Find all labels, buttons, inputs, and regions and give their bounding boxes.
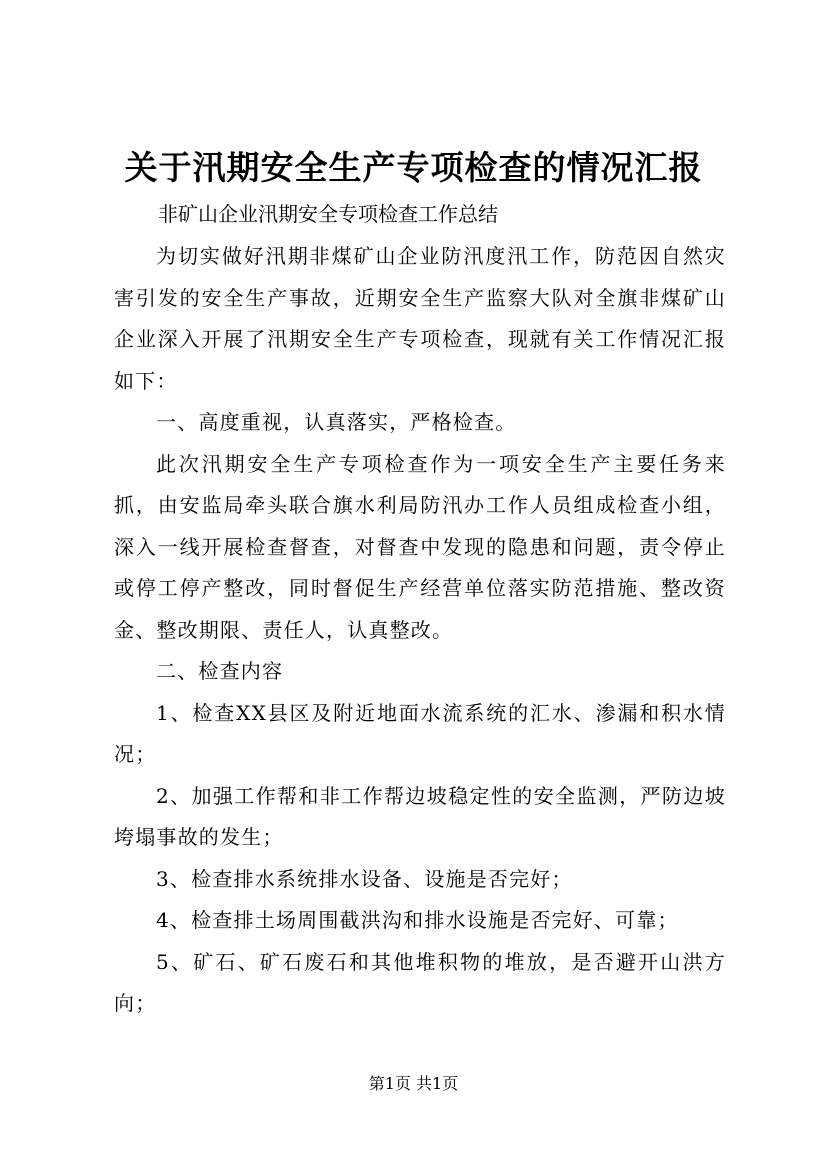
paragraph-intro: 为切实做好汛期非煤矿山企业防汛度汛工作，防范因自然灾害引发的安全生产事故，近期安全生产监察大队对全旗非煤矿山企业深入开展了汛期安全生产专项检查，现就有关工作情况汇报如下：: [114, 244, 726, 393]
page-number-footer: 第1页 共1页: [368, 1074, 459, 1093]
document-subtitle: 非矿山企业汛期安全专项检查工作总结: [158, 202, 498, 226]
section-heading-2: 二、检查内容: [156, 659, 284, 683]
list-item: 5、矿石、矿石废石和其他堆积物的堆放，是否避开山洪方向；: [114, 949, 726, 1015]
list-item: 1、检查XX县区及附近地面水流系统的汇水、渗漏和积水情况；: [114, 700, 726, 766]
list-item: 4、检查排土场周围截洪沟和排水设施是否完好、可靠；: [156, 908, 679, 932]
paragraph-section-1: 此次汛期安全生产专项检查作为一项安全生产主要任务来抓，由安监局牵头联合旗水利局防汛办工作人员组成检查小组，深入一线开展检查督查，对督查中发现的隐患和问题，责令停止或停工停产整改，同时督促生产经营单位落实防范措施、整改资金、整改期限、责任人，认真整改。: [114, 451, 726, 642]
list-item: 2、加强工作帮和非工作帮边坡稳定性的安全监测，严防边坡垮塌事故的发生；: [114, 783, 726, 849]
list-item: 3、检查排水系统排水设备、设施是否完好；: [156, 866, 573, 891]
section-heading-1: 一、高度重视，认真落实，严格检查。: [156, 410, 517, 434]
document-body: [114, 236, 726, 1025]
document-title: 关于汛期安全生产专项检查的情况汇报: [124, 148, 703, 187]
